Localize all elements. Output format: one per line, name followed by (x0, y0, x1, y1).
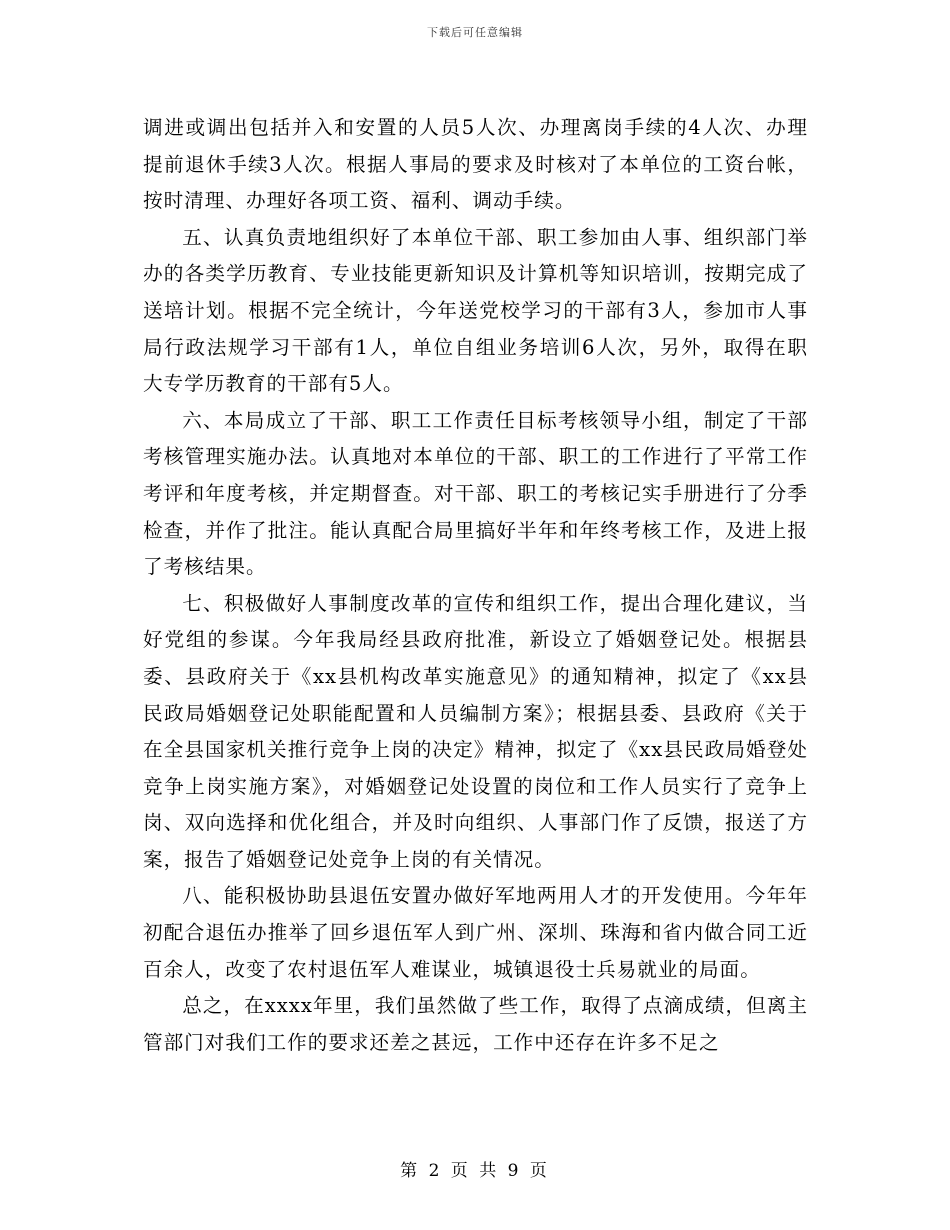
paragraph-item-five: 五、认真负责地组织好了本单位干部、职工参加由人事、组织部门举办的各类学历教育、专业技能更新知识及计算机等知识培训，按期完成了送培计划。根据不完全统计，今年送党校学习的干部有3人，参加市人事局行政法规学习干部有1人，单位自组业务培训6人次，另外，取得在职大专学历教育的干部有5人。 (143, 225, 808, 396)
page-header-note: 下载后可任意编辑 (427, 26, 523, 39)
paragraph-item-six: 六、本局成立了干部、职工工作责任目标考核领导小组，制定了干部考核管理实施办法。认真地对本单位的干部、职工的工作进行了平常工作考评和年度考核，并定期督查。对干部、职工的考核记实手册进行了分季检查，并作了批注。能认真配合局里搞好半年和年终考核工作，及进上报了考核结果。 (143, 408, 808, 579)
paragraph-item-eight: 八、能积极协助县退伍安置办做好军地两用人才的开发使用。今年年初配合退伍办推举了回乡退伍军人到广州、深圳、珠海和省内做合同工近百余人，改变了农村退伍军人难谋业，城镇退役士兵易就业的局面。 (143, 884, 808, 981)
paragraph-continuation: 调进或调出包括并入和安置的人员5人次、办理离岗手续的4人次、办理提前退休手续3人次。根据人事局的要求及时核对了本单位的工资台帐，按时清理、办理好各项工资、福利、调动手续。 (143, 116, 808, 213)
paragraph-item-seven: 七、积极做好人事制度改革的宣传和组织工作，提出合理化建议，当好党组的参谋。今年我局经县政府批准，新设立了婚姻登记处。根据县委、县政府关于《xx县机构改革实施意见》的通知精神，拟定了《xx县民政局婚姻登记处职能配置和人员编制方案》；根据县委、县政府《关于在全县国家机关推行竞争上岗的决定》精神，拟定了《xx县民政局婚登处竞争上岗实施方案》，对婚姻登记处设置的岗位和工作人员实行了竞争上岗、双向选择和优化组合，并及时向组织、人事部门作了反馈，报送了方案，报告了婚姻登记处竞争上岗的有关情况。 (143, 591, 808, 871)
document-body (143, 110, 808, 1061)
page-number: 第 2 页 共 9 页 (400, 1161, 550, 1181)
paragraph-summary: 总之，在xxxx年里，我们虽然做了些工作，取得了点滴成绩，但离主管部门对我们工作的要求还差之甚远，工作中还存在许多不足之 (143, 994, 808, 1054)
